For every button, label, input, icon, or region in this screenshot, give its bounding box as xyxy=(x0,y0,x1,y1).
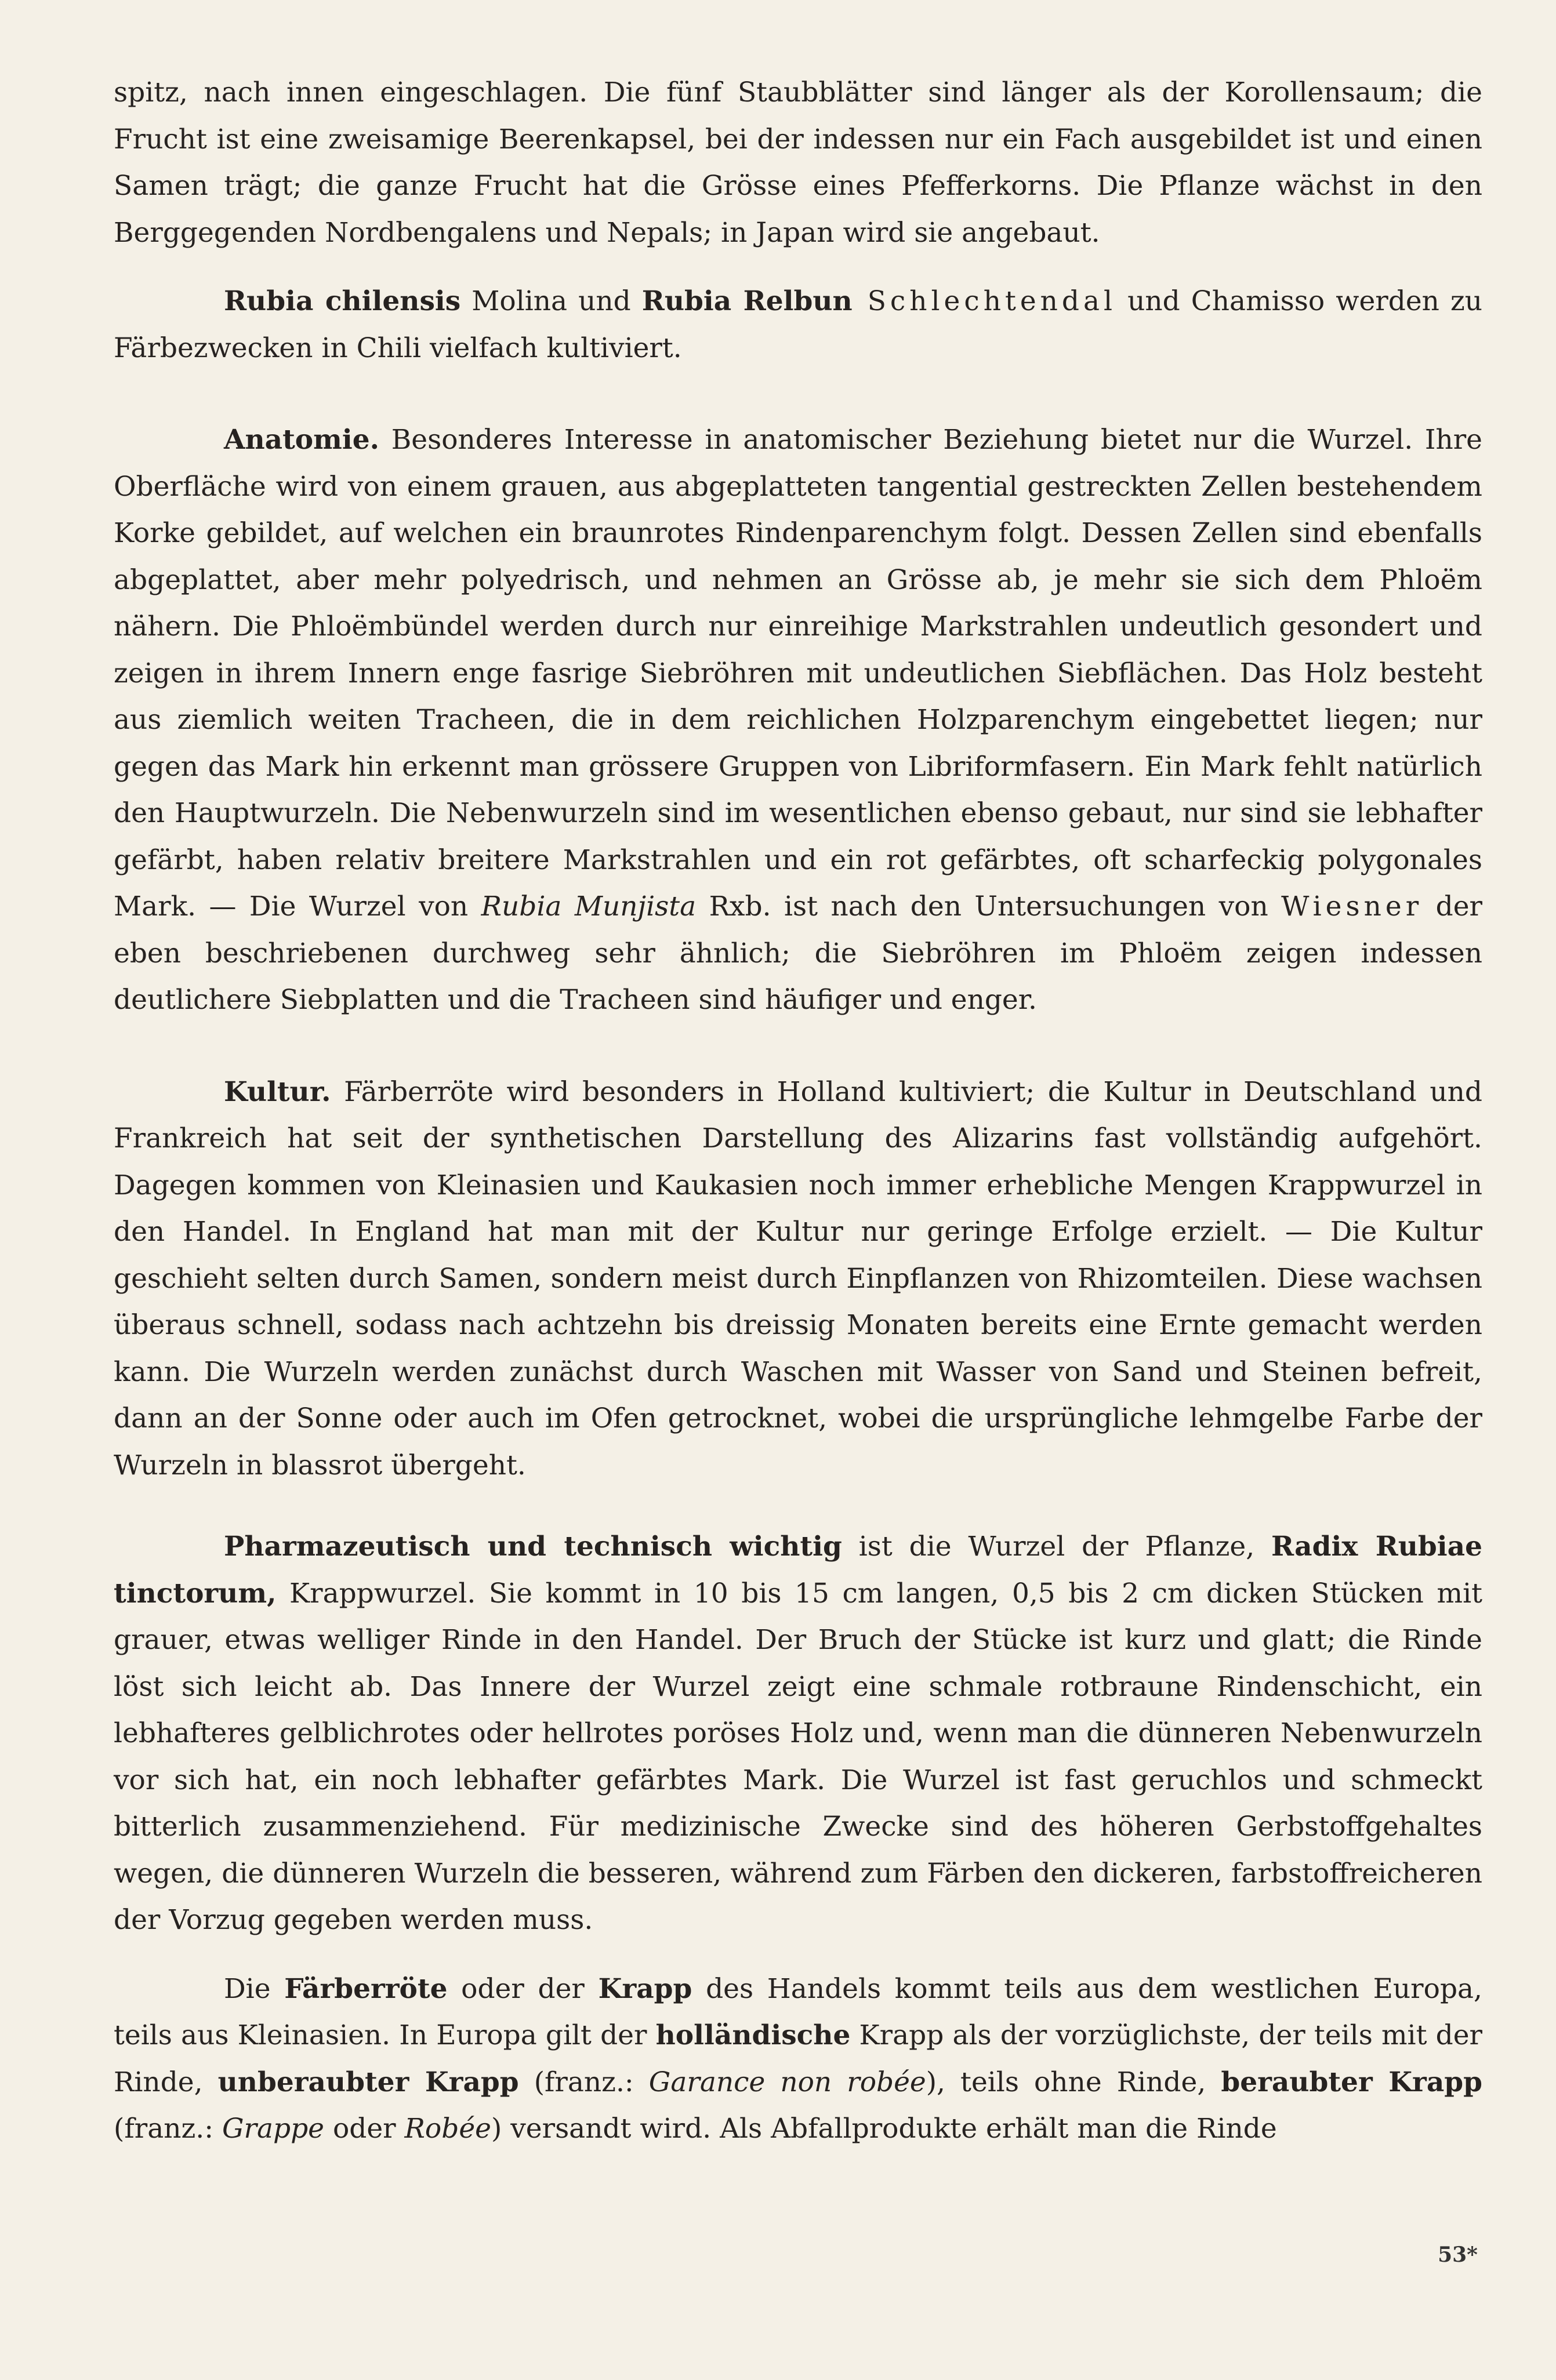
paragraph-gap xyxy=(114,1024,1482,1069)
text-run: Krappwurzel. Sie kommt in 10 bis 15 cm langen, 0,5 bis 2 cm dicken Stücken mit grauer, etwas welliger Rinde in den Handel. Der Bruch der Stücke ist kurz und glatt; die Rinde löst sich leicht ab. Das Innere der Wurzel zeigt eine schmale rotbraune Rindenschicht, ein lebhafteres gelblichrotes oder hellrotes poröses Holz und, wenn man die dünneren Nebenwurzeln vor sich hat, ein noch lebhafter gefärbtes Mark. Die Wurzel ist fast geruchlos und schmeckt bitterlich zusammenziehend. Für medizinische Zwecke sind des höheren Gerbstoffgehaltes wegen, die dünneren Wurzeln die besseren, während zum Färben den dickeren, farbstoffreicheren der Vorzug gegeben werden muss. xyxy=(114,1577,1482,1936)
section-heading-kultur: Kultur. xyxy=(224,1075,331,1108)
term-italic: Robée xyxy=(404,2113,491,2145)
paragraph-pharmazeutisch xyxy=(114,1524,1482,1944)
text-run: Färberröte wird besonders in Holland kultiviert; die Kultur in Deutschland und Frankreich hat seit der synthetischen Darstellung des Alizarins fast vollständig aufgehört. Dagegen kommen von Kleinasien und Kaukasien noch immer erhebliche Mengen Krappwurzel in den Handel. In England hat man mit der Kultur nur geringe Erfolge erzielt. — Die Kultur geschieht selten durch Samen, sondern meist durch Einpflanzen von Rhizomteilen. Diese wachsen überaus schnell, sodass nach achtzehn bis dreissig Monaten bereits eine Ernte gemacht werden kann. Die Wurzeln werden zunächst durch Waschen mit Wasser von Sand und Steinen befreit, dann an der Sonne oder auch im Ofen getrocknet, wobei die ursprüngliche lehmgelbe Farbe der Wurzeln in blassrot übergeht. xyxy=(114,1075,1482,1481)
text-run: ), teils ohne Rinde, xyxy=(926,2066,1221,2098)
text-run: Besonderes Interesse in anatomischer Beziehung bietet nur die Wurzel. Ihre Oberfläche wird von einem grauen, aus abgeplatteten tangential gestreckten Zellen bestehendem Korke gebildet, auf welchen ein braunrotes Rindenparenchym folgt. Dessen Zellen sind ebenfalls abgeplattet, aber mehr polyedrisch, und nehmen an Grösse ab, je mehr sie sich dem Phloëm nähern. Die Phloëmbündel werden durch nur einreihige Markstrahlen undeutlich gesondert und zeigen in ihrem Innern enge fasrige Siebröhren mit undeutlichen Siebflächen. Das Holz besteht aus ziemlich weiten Tracheen, die in dem reichlichen Holzparenchym eingebettet liegen; nur gegen das Mark hin erkennt man grössere Gruppen von Libriformfasern. Ein Mark fehlt natürlich den Hauptwurzeln. Die Nebenwurzeln sind im wesentlichen ebenso gebaut, nur sind sie lebhafter gefärbt, haben relativ breitere Markstrahlen und ein rot gefärbtes, oft scharfeckig polygonales Mark. — Die Wurzel von xyxy=(114,424,1482,922)
text-run: der eben beschriebenen durchweg sehr ähnlich; die Siebröhren im Phloëm zeigen indessen deutlichere Siebplatten und die Tracheen sind häufiger und enger. xyxy=(114,891,1482,1016)
term-italic: Garance non robée xyxy=(648,2066,926,2098)
text-run: und Chamisso werden zu Färbezwecken in Chili vielfach kultiviert. xyxy=(114,285,1482,364)
author-name: Wiesner xyxy=(1281,891,1423,922)
paragraph-anatomie xyxy=(114,417,1482,1024)
text-run: oder der xyxy=(447,1972,599,2005)
text-run: Die xyxy=(224,1972,285,2005)
drug-name: Radix Rubiae tinctorum, xyxy=(114,1531,1482,1609)
section-heading-pharmazeutisch: Pharmazeutisch und technisch wichtig xyxy=(224,1531,842,1563)
paragraph-kultur xyxy=(114,1069,1482,1489)
species-name: Rubia Relbun xyxy=(641,285,853,317)
paragraph-gap xyxy=(114,372,1482,417)
term-bold: holländische xyxy=(655,2019,851,2051)
text-run: (franz.: xyxy=(114,2113,222,2145)
paragraph-gap xyxy=(114,256,1482,278)
paragraph-flower-description: spitz, nach innen eingeschlagen. Die fünf Staubblätter sind länger als der Korollensaum; die Frucht ist eine zweisamige Beerenkapsel, bei der indessen nur ein Fach ausgebildet ist und einen Samen trägt; die ganze Frucht hat die Grösse eines Pfefferkorns. Die Pflanze wächst in den Berggegenden Nordbengalens und Nepals; in Japan wird sie angebaut. xyxy=(114,77,1482,249)
text-run: oder xyxy=(324,2113,405,2145)
text-run: ist die Wurzel der Pflanze, xyxy=(842,1531,1272,1563)
text-run: des Handels kommt teils aus dem westlichen Europa, teils aus Kleinasien. In Europa gilt der xyxy=(114,1972,1482,2051)
text-run: Krapp als der vorzüglichste, der teils mit der Rinde, xyxy=(114,2019,1483,2098)
term-italic: Grappe xyxy=(222,2113,324,2145)
section-heading-anatomie: Anatomie. xyxy=(224,424,380,456)
paragraph-krapp-handel xyxy=(114,1966,1482,2153)
book-page xyxy=(114,70,1482,2331)
paragraph-gap xyxy=(114,1944,1482,1966)
author-name: Schlechtendal xyxy=(852,285,1117,317)
term-bold: unberaubter Krapp xyxy=(217,2066,519,2098)
text-run: ) versandt wird. Als Abfallprodukte erhält man die Rinde xyxy=(491,2113,1277,2145)
species-name: Rubia chilensis xyxy=(224,285,461,317)
text-run: Rxb. ist nach den Untersuchungen von xyxy=(696,891,1282,922)
text-run: Molina und xyxy=(460,285,642,317)
term-bold: Färberröte xyxy=(284,1972,448,2005)
page-number: 53* xyxy=(1438,2243,1478,2267)
term-bold: beraubter Krapp xyxy=(1221,2066,1482,2098)
term-bold: Krapp xyxy=(598,1972,692,2005)
species-name: Rubia Munjista xyxy=(481,891,697,922)
paragraph-rubia-chilensis xyxy=(114,278,1482,372)
paragraph-gap xyxy=(114,1489,1482,1524)
text-run: (franz.: xyxy=(518,2066,649,2098)
